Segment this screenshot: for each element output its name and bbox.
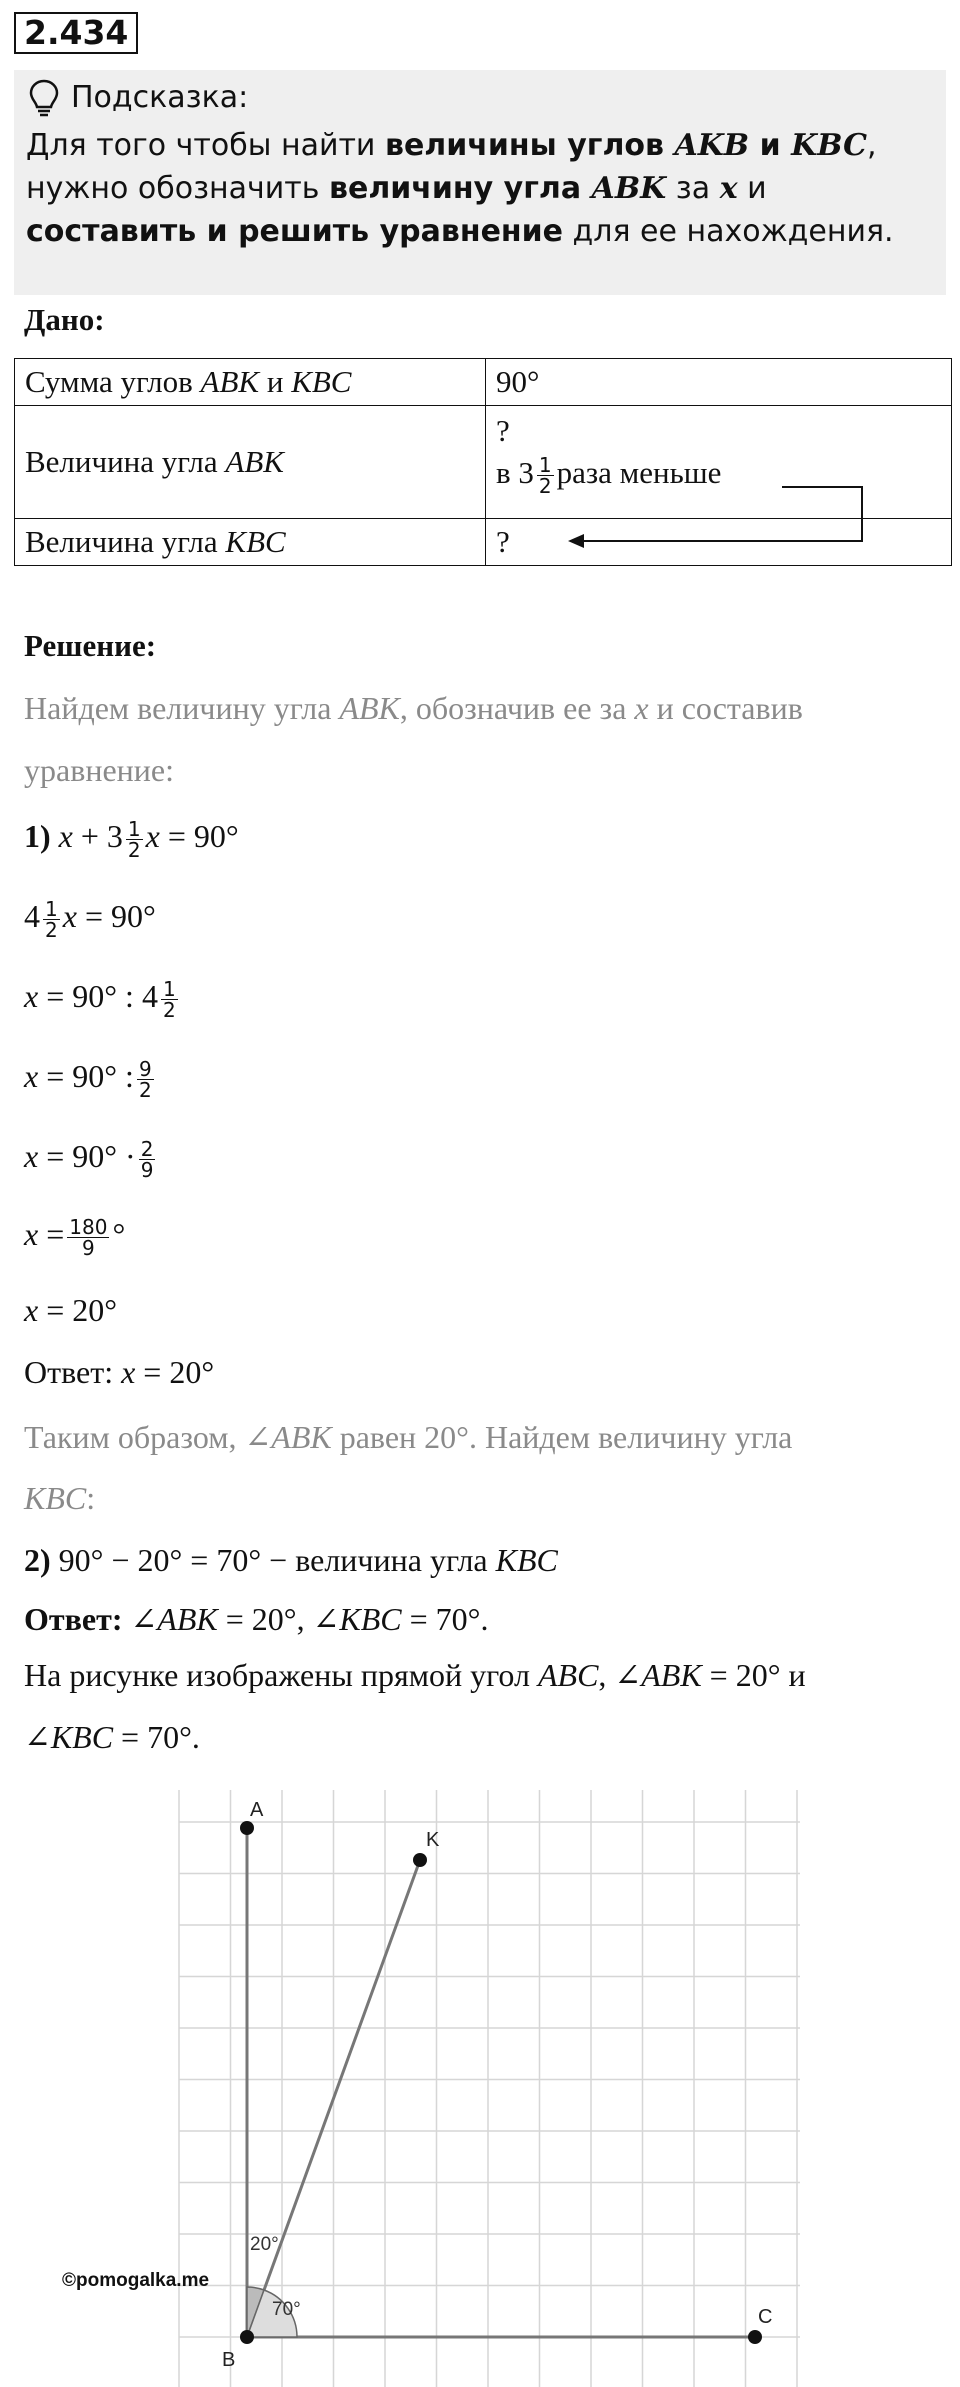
equation-6: x = $\frac{180}{9}$ ° xyxy=(24,1215,126,1261)
relation-arrow-icon xyxy=(560,470,880,550)
equation-1: 1) x + 3 $\frac{1}{2}$ x = 90° xyxy=(24,817,239,863)
given-r2-label: Величина угла ABK xyxy=(15,406,486,519)
given-r3-label: Величина угла KBC xyxy=(15,519,486,566)
equation-8: 2) 90° − 20° = 70° − величина угла KBC xyxy=(24,1542,558,1578)
point-c xyxy=(748,2330,762,2344)
table-row xyxy=(15,359,952,406)
conclusion-text-2: KBC: xyxy=(24,1480,96,1516)
given-r2-relation: в 3 $\frac{1}{2}$ раза меньше xyxy=(496,453,722,499)
equation-2: 4 $\frac{1}{2}$ x = 90° xyxy=(24,897,156,943)
answer-1: Ответ: x = 20° xyxy=(24,1354,215,1390)
point-a xyxy=(240,1821,254,1835)
angle-figure xyxy=(0,1770,960,2387)
figure-description: На рисунке изображены прямой угол ABC, ∠ABK = 20° и xyxy=(24,1657,806,1693)
solution-label: Решение: xyxy=(24,628,157,663)
label-k: K xyxy=(426,1829,440,1851)
equation-4: x = 90° : $\frac{9}{2}$ xyxy=(24,1057,152,1103)
angle-label-20: 20° xyxy=(250,2234,279,2255)
fraction: $\frac{2}{9}$ xyxy=(140,1137,154,1183)
given-label: Дано: xyxy=(24,302,105,337)
hint-box xyxy=(14,70,946,295)
conclusion-text: Таким образом, ∠ABK равен 20°. Найдем величину угла xyxy=(24,1419,793,1455)
equation-7: x = 20° xyxy=(24,1292,118,1328)
hint-title: Подсказка: xyxy=(71,80,249,115)
equation-3: x = 90° : 4 $\frac{1}{2}$ xyxy=(24,977,176,1023)
label-c: C xyxy=(758,2306,773,2328)
fraction: $\frac{1}{2}$ xyxy=(127,817,141,863)
problem-number: 2.434 xyxy=(14,12,138,54)
solution-intro: Найдем величину угла ABK, обозначив ее за x и составив xyxy=(24,690,803,726)
watermark: ©pomogalka.me xyxy=(62,2270,210,2291)
fraction: $\frac{1}{2}$ xyxy=(45,897,58,943)
fraction: $\frac{9}{2}$ xyxy=(138,1057,152,1103)
fraction: $\frac{1}{2}$ xyxy=(538,453,552,499)
hint-text: Для того чтобы найти величины углов AKB и KBC, нужно обозначить величину угла ABK за x и составить и решить уравнение для ее нахождения. xyxy=(26,128,894,249)
given-r1-value: 90° xyxy=(486,359,952,406)
figure-description-2: ∠KBC = 70°. xyxy=(24,1719,200,1755)
given-r2-question: ? xyxy=(496,413,510,448)
solution-intro-2: уравнение: xyxy=(24,752,174,788)
equation-5: x = 90° · $\frac{2}{9}$ xyxy=(24,1137,154,1183)
fraction: $\frac{1}{2}$ xyxy=(162,977,176,1023)
given-r1-label: Сумма углов ABK и KBC xyxy=(15,359,486,406)
point-b xyxy=(240,2330,254,2344)
answer-2: Ответ: ∠ABK = 20°, ∠KBC = 70°. xyxy=(24,1601,489,1637)
lightbulb-icon xyxy=(28,78,60,118)
label-a: A xyxy=(250,1799,264,1821)
label-b: B xyxy=(222,2349,236,2371)
fraction: $\frac{180}{9}$ xyxy=(69,1215,108,1261)
given-r3-value: ? xyxy=(486,519,952,566)
angle-label-70: 70° xyxy=(272,2299,301,2320)
point-k xyxy=(413,1853,427,1867)
